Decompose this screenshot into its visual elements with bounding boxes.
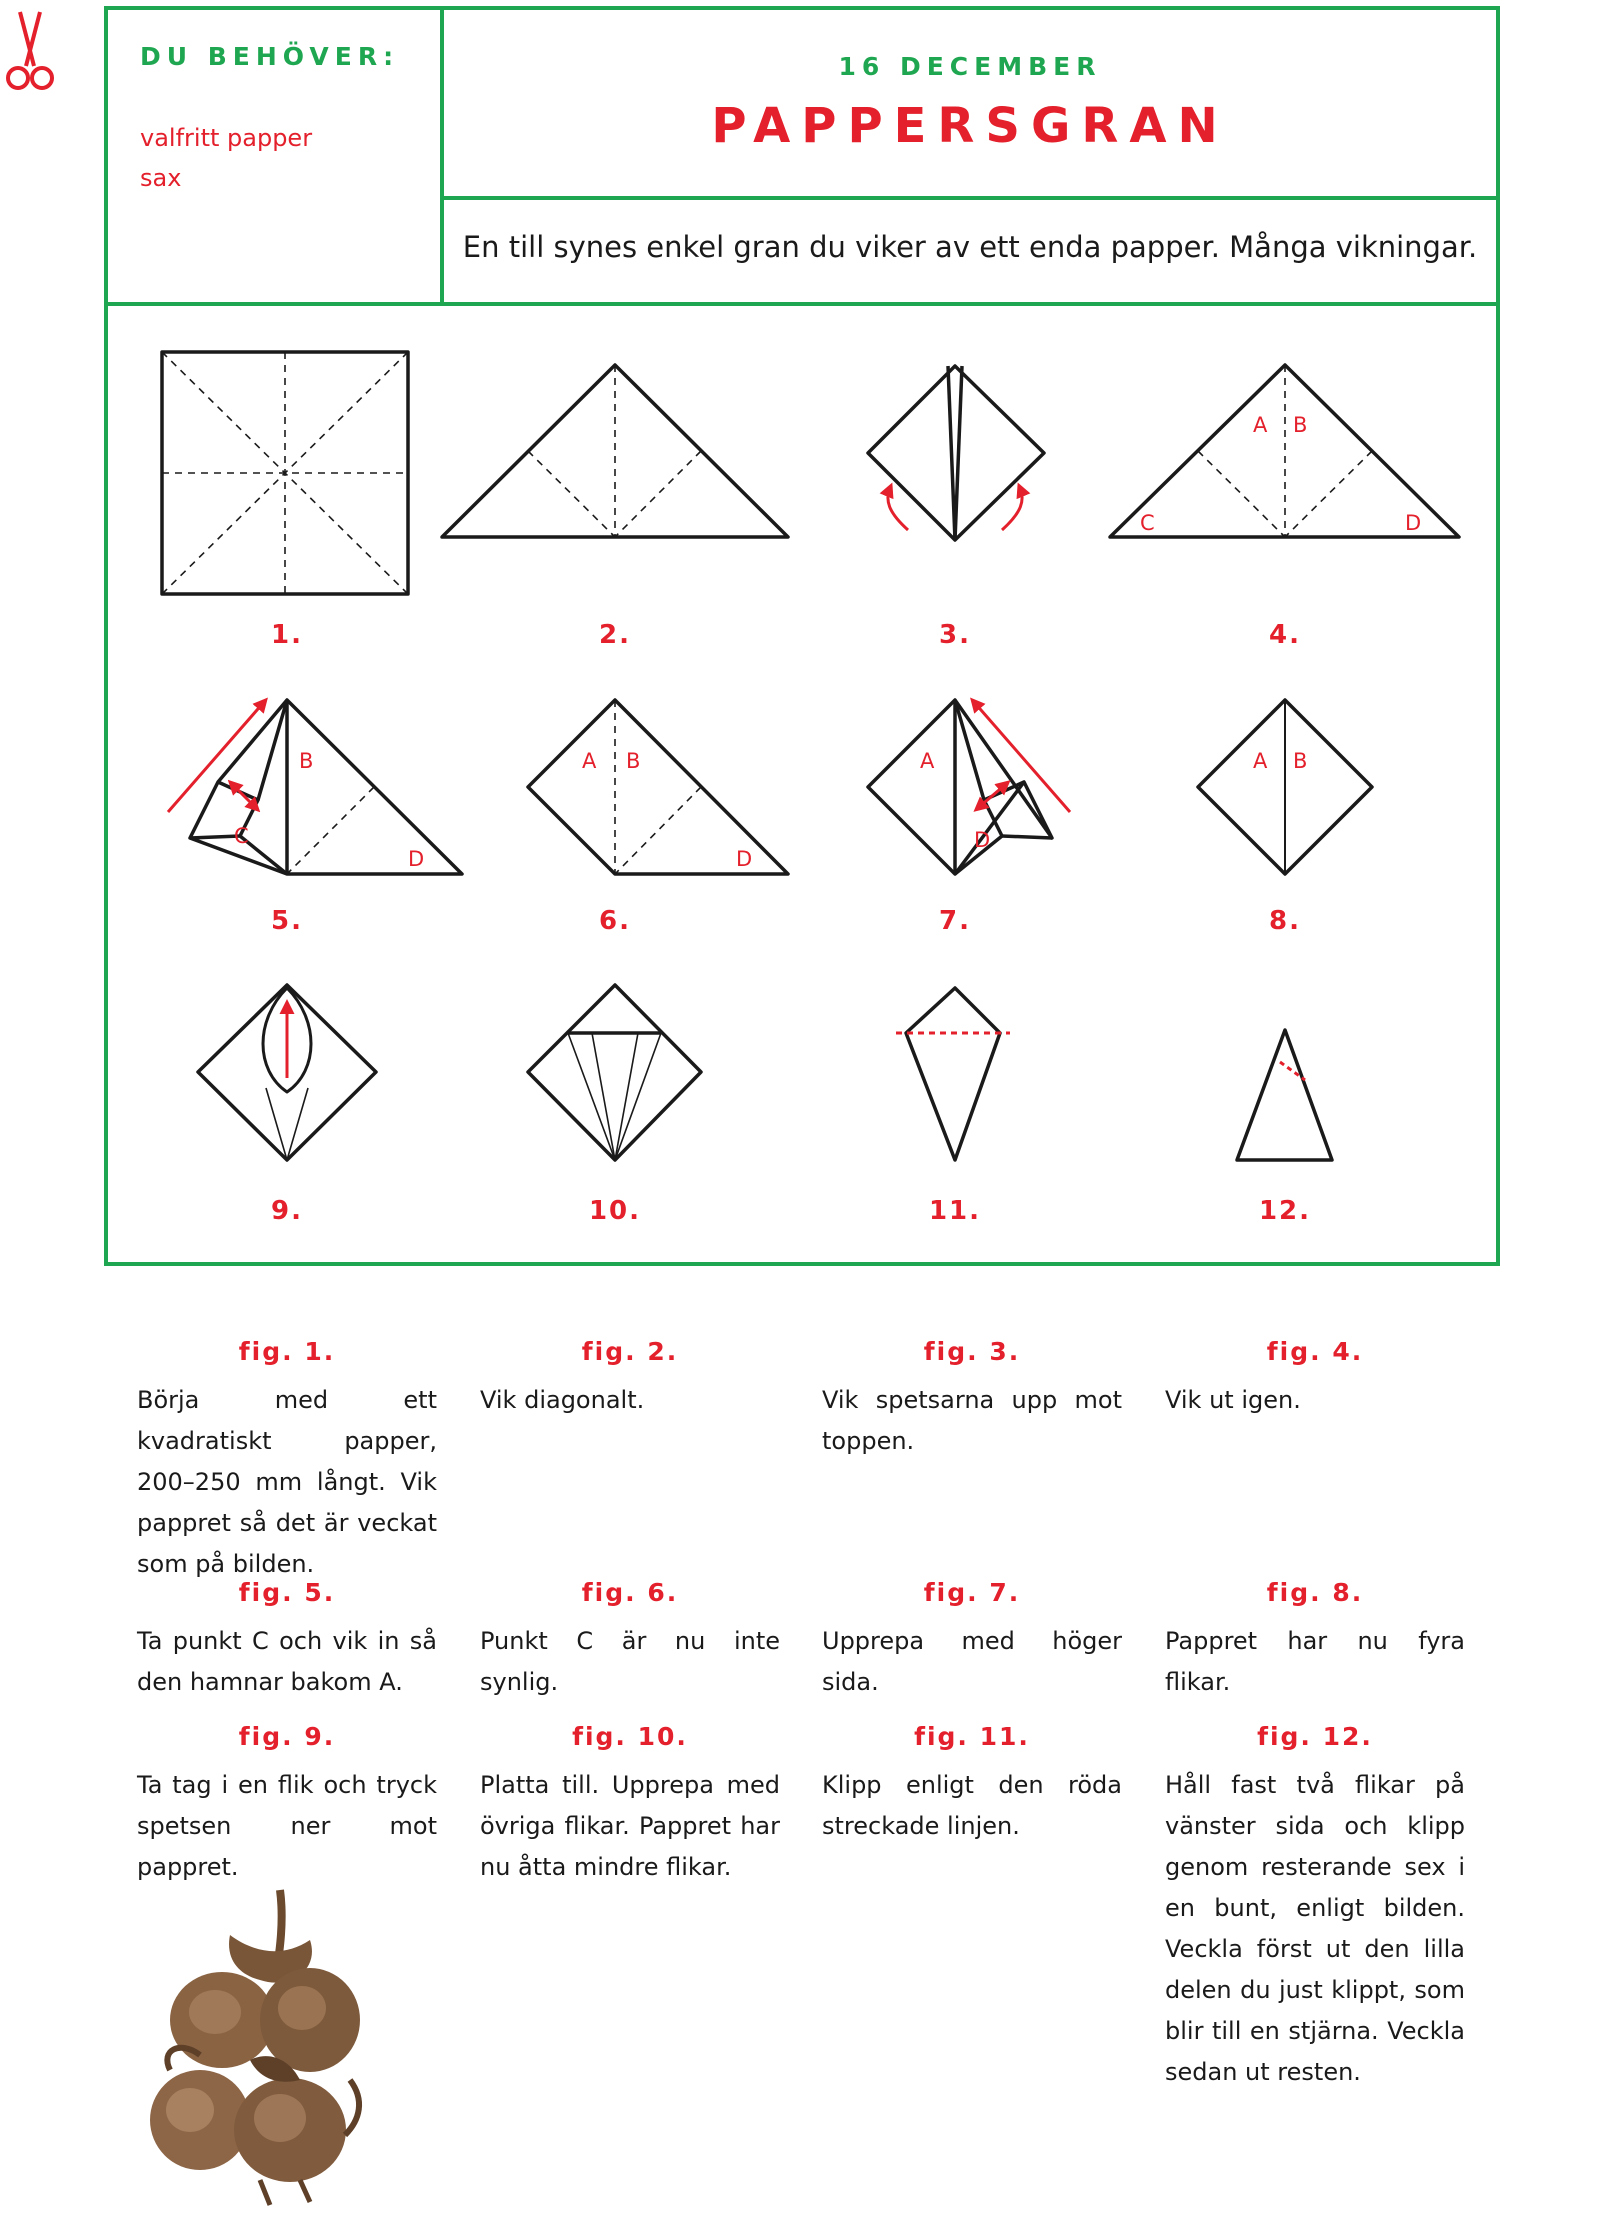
intro-text: En till synes enkel gran du viker av ett enda papper. Många vikningar. bbox=[462, 230, 1478, 264]
label-a-step-8: A bbox=[1253, 749, 1268, 773]
fig-1-title: fig. 1. bbox=[238, 1337, 336, 1366]
fig-6-text: Punkt C är nu inte synlig. bbox=[480, 1627, 780, 1696]
fig-8 bbox=[1165, 1578, 1465, 1703]
label-a-step-6: A bbox=[582, 749, 597, 773]
fig-7-text: Upprepa med höger sida. bbox=[822, 1627, 1122, 1696]
diagram-step-1 bbox=[162, 352, 408, 594]
fig-2-text: Vik diagonalt. bbox=[480, 1386, 645, 1414]
fig-9-title: fig. 9. bbox=[238, 1722, 336, 1751]
fig-6-title: fig. 6. bbox=[581, 1578, 679, 1607]
page-title: PAPPERSGRAN bbox=[711, 98, 1229, 154]
fig-11-text: Klipp enligt den röda streckade linjen. bbox=[822, 1771, 1122, 1840]
fig-2 bbox=[480, 1337, 780, 1421]
label-b-step-8: B bbox=[1293, 749, 1308, 773]
step-number-3: 3. bbox=[939, 620, 971, 650]
step-number-6: 6. bbox=[599, 906, 631, 936]
date-label: 16 DECEMBER bbox=[838, 52, 1102, 81]
fig-12-title: fig. 12. bbox=[1257, 1722, 1373, 1751]
fig-4 bbox=[1165, 1337, 1465, 1421]
fig-7-title: fig. 7. bbox=[923, 1578, 1021, 1607]
fig-8-text: Pappret har nu fyra flikar. bbox=[1165, 1627, 1465, 1696]
diagram-step-2 bbox=[442, 365, 788, 537]
fig-11 bbox=[822, 1722, 1122, 1847]
label-c-step-4: C bbox=[1140, 511, 1155, 535]
step-number-8: 8. bbox=[1269, 906, 1301, 936]
fig-5-title: fig. 5. bbox=[238, 1578, 336, 1607]
fold-arrow-right-icon bbox=[1002, 488, 1022, 530]
fig-1-text: Börja med ett kvadratiskt papper, 200–250 mm långt. Vik pappret så det är veckat som på bilden. bbox=[137, 1386, 437, 1578]
diagram-step-7 bbox=[868, 700, 1052, 874]
fig-10 bbox=[480, 1722, 780, 1888]
step-number-10: 10. bbox=[588, 1196, 642, 1226]
fig-3-title: fig. 3. bbox=[923, 1337, 1021, 1366]
step-number-5: 5. bbox=[271, 906, 303, 936]
fig-4-title: fig. 4. bbox=[1266, 1337, 1364, 1366]
hazelnut-illustration bbox=[140, 1880, 400, 2210]
fig-3-text: Vik spetsarna upp mot toppen. bbox=[822, 1386, 1122, 1455]
fig-11-title: fig. 11. bbox=[914, 1722, 1030, 1751]
step-number-7: 7. bbox=[939, 906, 971, 936]
diagram-step-11 bbox=[906, 988, 1000, 1160]
diagram-step-8 bbox=[1198, 700, 1372, 874]
label-b-step-5: B bbox=[299, 749, 314, 773]
label-d-step-6: D bbox=[736, 847, 753, 871]
fig-7 bbox=[822, 1578, 1122, 1703]
label-d-step-7: D bbox=[974, 828, 991, 852]
fig-9 bbox=[137, 1722, 437, 1888]
diagram-step-12 bbox=[1237, 1030, 1332, 1160]
fig-2-title: fig. 2. bbox=[581, 1337, 679, 1366]
needs-item-scissors: sax bbox=[140, 164, 182, 192]
fig-10-text: Platta till. Upprepa med övriga flikar. Pappret har nu åtta mindre flikar. bbox=[480, 1771, 780, 1881]
label-d-step-5: D bbox=[408, 847, 425, 871]
fold-arrow-left-icon bbox=[888, 488, 908, 530]
label-b-step-6: B bbox=[626, 749, 641, 773]
label-b-step-4: B bbox=[1293, 413, 1308, 437]
label-a-step-7: A bbox=[920, 749, 935, 773]
fig-6 bbox=[480, 1578, 780, 1703]
fig-9-text: Ta tag i en flik och tryck spetsen ner mot pappret. bbox=[137, 1771, 437, 1881]
step-number-4: 4. bbox=[1269, 620, 1301, 650]
step-number-12: 12. bbox=[1258, 1196, 1312, 1226]
fig-3 bbox=[822, 1337, 1122, 1462]
step-number-11: 11. bbox=[928, 1196, 982, 1226]
fig-4-text: Vik ut igen. bbox=[1165, 1386, 1301, 1414]
diagram-step-10 bbox=[528, 985, 701, 1160]
fig-8-title: fig. 8. bbox=[1266, 1578, 1364, 1607]
step-number-9: 9. bbox=[271, 1196, 303, 1226]
fig-5-text: Ta punkt C och vik in så den hamnar bakom A. bbox=[137, 1627, 437, 1696]
step-number-1: 1. bbox=[271, 620, 303, 650]
fig-5 bbox=[137, 1578, 437, 1703]
fig-12-text: Håll fast två flikar på vänster sida och klipp genom resterande sex i en bunt, enligt bilden. Veckla först ut den lilla delen du just klippt, som blir till en stjärna. Veckla sedan ut resten. bbox=[1165, 1771, 1465, 2086]
step-number-2: 2. bbox=[599, 620, 631, 650]
fig-1 bbox=[137, 1337, 437, 1585]
label-c-step-5: C bbox=[234, 824, 249, 848]
label-a-step-4: A bbox=[1253, 413, 1268, 437]
fig-12 bbox=[1165, 1722, 1465, 2093]
fig-10-title: fig. 10. bbox=[572, 1722, 688, 1751]
needs-heading: DU BEHÖVER: bbox=[140, 42, 400, 71]
label-d-step-4: D bbox=[1405, 511, 1422, 535]
needs-item-paper: valfritt papper bbox=[140, 124, 313, 152]
